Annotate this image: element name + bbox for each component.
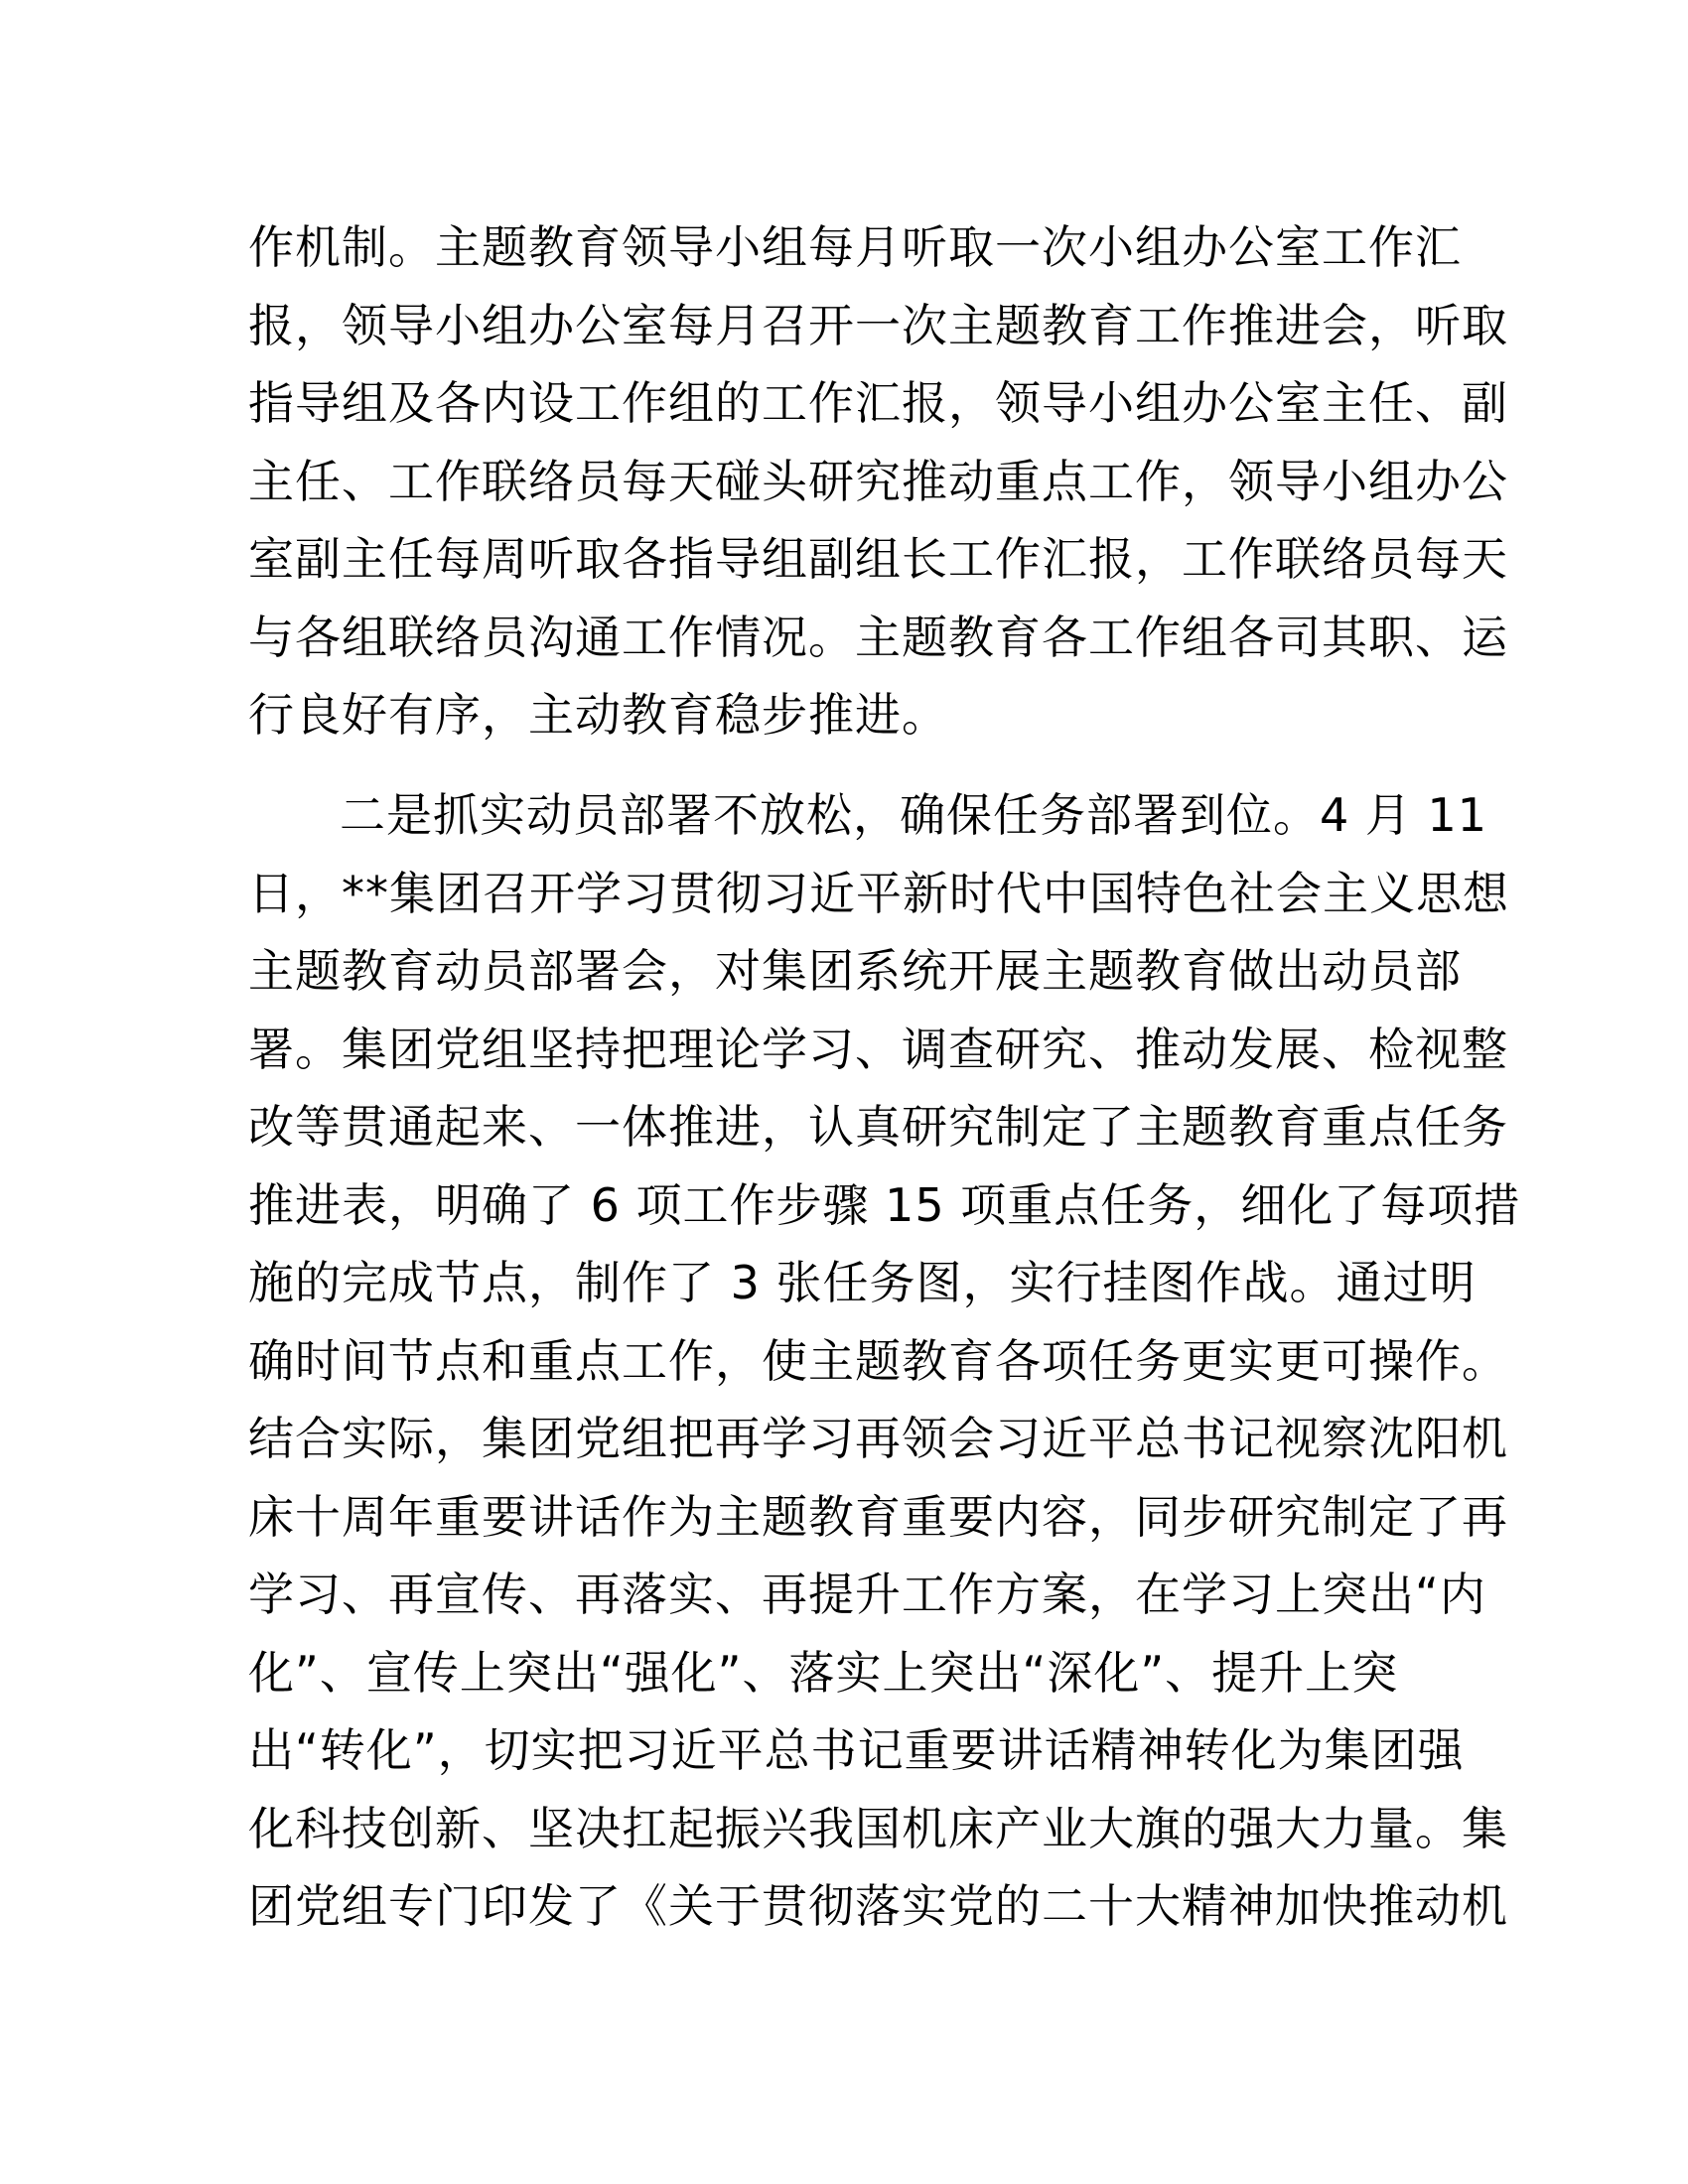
- text-line: 主任、工作联络员每天碰头研究推动重点工作，领导小组办公: [248, 454, 1508, 508]
- text-line: 日，**集团召开学习贯彻习近平新时代中国特色社会主义思想: [248, 866, 1509, 920]
- text-line: 化”、宣传上突出“强化”、落实上突出“深化”、提升上突: [248, 1645, 1399, 1700]
- text-line: 学习、再宣传、再落实、再提升工作方案，在学习上突出“内: [248, 1568, 1486, 1621]
- text-line: 行良好有序，主动教育稳步推进。: [248, 688, 948, 742]
- text-line: 主题教育动员部署会，对集团系统开展主题教育做出动员部: [248, 944, 1462, 998]
- text-line: 推进表，明确了 6 项工作步骤 15 项重点任务，细化了每项措: [248, 1177, 1521, 1232]
- text-line: 结合实际，集团党组把再学习再领会习近平总书记视察沈阳机: [248, 1412, 1508, 1465]
- paragraph-2: [248, 776, 1521, 1946]
- text-line: 化科技创新、坚决扛起振兴我国机床产业大旗的强大力量。集: [248, 1801, 1508, 1855]
- paragraph-1: [248, 208, 1508, 754]
- text-line: 作机制。主题教育领导小组每月听取一次小组办公室工作汇: [248, 220, 1462, 274]
- text-line: 指导组及各内设工作组的工作汇报，领导小组办公室主任、副: [248, 376, 1508, 430]
- text-line: 出“转化”，切实把习近平总书记重要讲话精神转化为集团强: [248, 1723, 1465, 1777]
- text-line-indented: 二是抓实动员部署不放松，确保任务部署到位。4 月 11: [340, 788, 1488, 842]
- text-line: 室副主任每周听取各指导组副组长工作汇报，工作联络员每天: [248, 532, 1508, 586]
- paragraph-text: [248, 776, 1521, 1946]
- paragraph-text: [248, 208, 1508, 754]
- text-line: 团党组专门印发了《关于贯彻落实党的二十大精神加快推动机: [248, 1879, 1508, 1933]
- text-line: 确时间节点和重点工作，使主题教育各项任务更实更可操作。: [248, 1333, 1508, 1388]
- text-line: 施的完成节点，制作了 3 张任务图，实行挂图作战。通过明: [248, 1256, 1477, 1309]
- text-line: 与各组联络员沟通工作情况。主题教育各工作组各司其职、运: [248, 610, 1508, 664]
- text-line: 床十周年重要讲话作为主题教育重要内容，同步研究制定了再: [248, 1489, 1508, 1544]
- text-line: 署。集团党组坚持把理论学习、调查研究、推动发展、检视整: [248, 1022, 1508, 1076]
- text-line: 改等贯通起来、一体推进，认真研究制定了主题教育重点任务: [248, 1100, 1508, 1154]
- text-line: 报，领导小组办公室每月召开一次主题教育工作推进会，听取: [248, 298, 1508, 352]
